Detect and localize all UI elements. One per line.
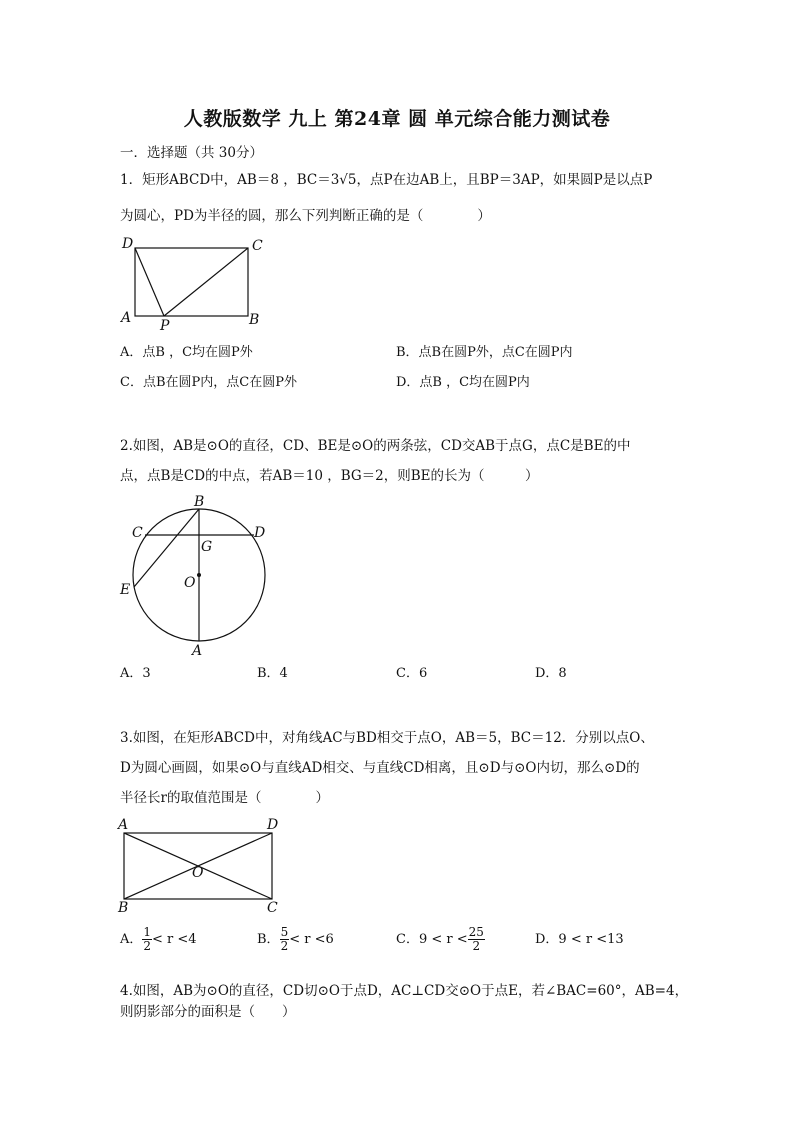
q1-label-d: D xyxy=(122,236,134,252)
q1-label-p: P xyxy=(160,318,170,332)
q3-option-b[interactable]: B． $\frac{5}{2}$ < r <6 xyxy=(257,925,334,953)
q1-option-c[interactable]: C．点B在圆P内，点C在圆P外 xyxy=(120,375,297,390)
q2-label-b: B xyxy=(194,494,205,510)
q1-option-b[interactable]: B．点B在圆P外，点C在圆P内 xyxy=(396,345,573,360)
q1-label-c: C xyxy=(252,238,263,254)
q1-figure xyxy=(112,232,272,332)
q4-line2: 则阴影部分的面积是（ ） xyxy=(120,1004,296,1020)
q3-label-b: B xyxy=(118,900,129,915)
q2-label-o: O xyxy=(184,575,196,591)
q3-line3: 半径长r的取值范围是（ ） xyxy=(120,790,329,806)
q2-option-c[interactable]: C．6 xyxy=(396,666,428,681)
q3-line2: D为圆心画圆，如果⊙O与直线AD相交、与直线CD相离，且⊙D与⊙O内切，那么⊙D的 xyxy=(120,760,640,776)
q2-label-a: A xyxy=(192,643,203,659)
q2-label-c: C xyxy=(132,525,143,541)
q3-label-d: D xyxy=(267,817,279,833)
q1-label-b: B xyxy=(249,312,260,328)
q2-figure xyxy=(112,490,282,660)
q3-label-o: O xyxy=(192,865,204,881)
q1-line1: 1．矩形ABCD中，AB＝8 ，BC＝3√5，点P在边AB上，且BP＝3AP，如果圆P是以点P xyxy=(120,172,653,188)
q2-option-d[interactable]: D．8 xyxy=(535,666,567,681)
q3-figure xyxy=(112,815,287,915)
q3-label-c: C xyxy=(267,900,278,915)
q3-option-c[interactable]: C．9 < r < $\frac{25}{2}$ xyxy=(396,925,484,953)
page-title: 人教版数学 九上 第24章 圆 单元综合能力测试卷 xyxy=(183,108,611,130)
q3-option-d[interactable]: D．9 < r <13 xyxy=(535,932,624,947)
q1-label-a: A xyxy=(121,310,132,326)
q3-label-a: A xyxy=(118,817,129,833)
q1-option-a[interactable]: A．点B ，C均在圆P外 xyxy=(120,345,253,360)
q1-option-d[interactable]: D．点B ，C均在圆P内 xyxy=(396,375,530,390)
q2-option-a[interactable]: A．3 xyxy=(120,666,151,681)
q3-line1: 3.如图，在矩形ABCD中，对角线AC与BD相交于点O，AB＝5，BC＝12．分别以点O、 xyxy=(120,730,654,746)
q1-line2: 为圆心，PD为半径的圆，那么下列判断正确的是（ ） xyxy=(120,208,491,224)
q2-line1: 2.如图，AB是⊙O的直径，CD、BE是⊙O的两条弦，CD交AB于点G，点C是BE的中 xyxy=(120,438,631,454)
q4-line1: 4.如图，AB为⊙O的直径，CD切⊙O于点D，AC⊥CD交⊙O于点E，若∠BAC=60°，AB=4， xyxy=(120,983,689,999)
q3-option-a[interactable]: A． $\frac{1}{2}$ < r <4 xyxy=(120,925,197,953)
q2-label-e: E xyxy=(120,582,131,598)
section-heading: 一．选择题（共 30分） xyxy=(120,145,263,161)
q2-label-d: D xyxy=(254,525,266,541)
q2-line2: 点，点B是CD的中点，若AB＝10 ，BG＝2，则BE的长为（ ） xyxy=(120,468,539,484)
q2-label-g: G xyxy=(201,539,213,555)
q2-option-b[interactable]: B．4 xyxy=(257,666,288,681)
